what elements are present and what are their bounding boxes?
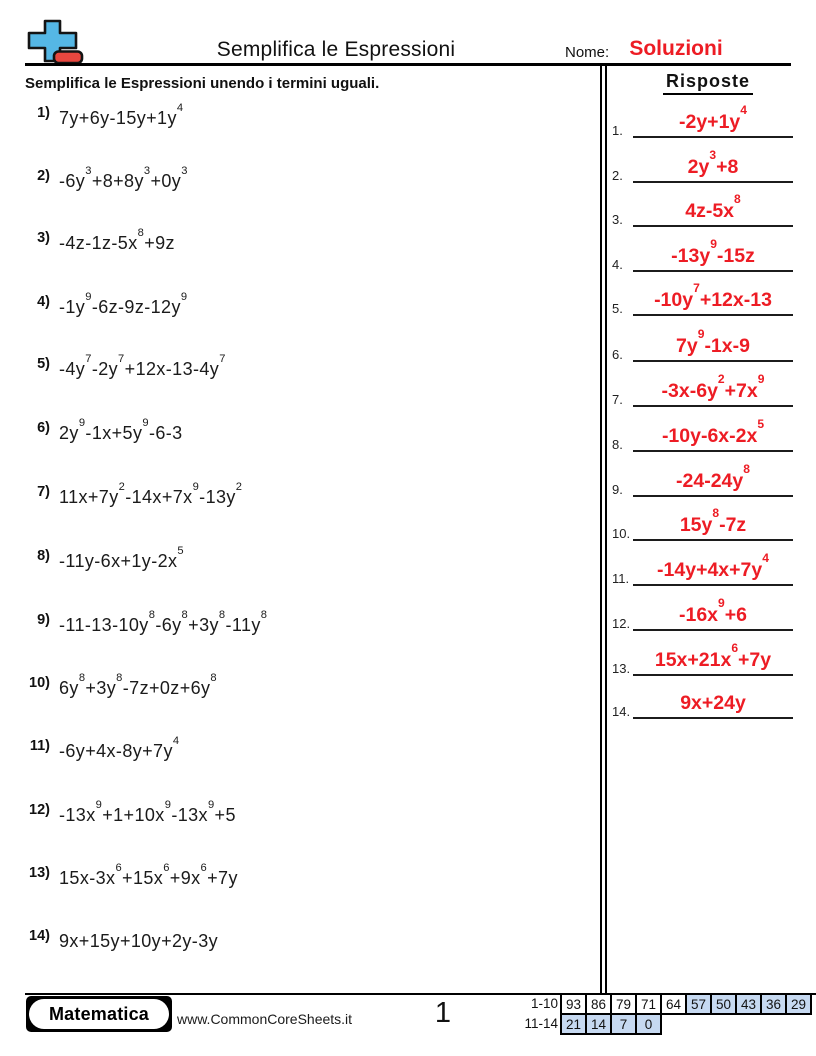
answer-line: [633, 640, 793, 676]
problem-number: 2): [37, 168, 50, 184]
problem-row: [22, 480, 243, 507]
answer-number: 10.: [612, 526, 631, 541]
problem-row: [22, 734, 180, 761]
answer-value: $-24-24y^8$: [676, 461, 750, 492]
problem-row: [22, 544, 185, 571]
problem-expression: $7y+6y-15y+1y^4$: [59, 101, 184, 128]
problem-expression: $-11-13-10y^8-6y^8+3y^8-11y^8$: [59, 608, 268, 635]
problem-number: 6): [37, 420, 50, 436]
score-cell: 50: [710, 993, 737, 1015]
score-cell: 0: [635, 1013, 662, 1035]
score-cell: 14: [585, 1013, 612, 1035]
answer-line: [633, 505, 793, 541]
answer-row: [608, 595, 800, 631]
problem-number: 8): [37, 548, 50, 564]
answer-number: 4.: [612, 257, 623, 272]
answer-line: [633, 326, 793, 362]
score-cell: 7: [610, 1013, 637, 1035]
answer-value: $-2y+1y^4$: [679, 102, 747, 133]
answer-line: [633, 687, 793, 719]
answer-number: 12.: [612, 616, 631, 631]
problem-number: 3): [37, 230, 50, 246]
brand-capsule: [29, 999, 169, 1029]
problem-row: [22, 608, 268, 635]
answer-line: [633, 236, 793, 272]
problem-expression: $15x-3x^6+15x^6+9x^6+7y$: [59, 861, 238, 888]
problem-number: 5): [37, 356, 50, 372]
problem-number: 14): [29, 928, 50, 944]
problem-row: [22, 671, 218, 698]
answer-number: 11.: [612, 571, 630, 586]
answer-line: [633, 550, 793, 586]
answer-line: [633, 371, 793, 407]
score-row-label: 1-10: [530, 996, 558, 1011]
problem-expression: $2y^9-1x+5y^9-6-3$: [59, 416, 183, 443]
answer-value: $-16x^9+6$: [679, 595, 747, 626]
problem-expression: $-1y^9-6z-9z-12y^9$: [59, 290, 188, 317]
answer-line: [633, 102, 793, 138]
answer-value: 9x+24y: [680, 692, 746, 714]
answer-row: [608, 416, 800, 452]
answer-row: [608, 147, 800, 183]
answer-number: 14.: [612, 704, 631, 719]
problem-expression: $-6y+4x-8y+7y^4$: [59, 734, 180, 761]
problem-row: [22, 352, 226, 379]
score-table: [520, 993, 812, 1035]
problem-number: 1): [37, 105, 50, 121]
problem-number: 9): [37, 612, 50, 628]
answer-number: 8.: [612, 437, 623, 452]
score-cell: 36: [760, 993, 787, 1015]
answer-line: [633, 147, 793, 183]
answer-value: $15y^8-7z$: [679, 505, 747, 536]
answer-row: [608, 102, 800, 138]
page-title: Semplifica le Espressioni: [216, 38, 456, 61]
problem-row: [22, 290, 188, 317]
problem-row: [22, 928, 218, 949]
answer-value: $2y^3+8$: [687, 147, 739, 178]
plus-minus-icon: [24, 18, 88, 66]
answer-number: 13.: [612, 661, 631, 676]
problem-number: 4): [37, 294, 50, 310]
problem-row: [22, 101, 184, 128]
answer-row: [608, 280, 800, 316]
name-label: Nome:: [565, 44, 610, 61]
header-rule: [25, 63, 791, 66]
answer-value: $15x+21x^6+7y$: [654, 640, 772, 671]
answer-row: [608, 640, 800, 676]
score-cell: 57: [685, 993, 712, 1015]
score-row: [520, 993, 812, 1015]
answer-value: $-10y-6x-2x^5$: [661, 416, 765, 447]
answer-value: $-10y^7+12x-13$: [654, 280, 772, 311]
problem-expression: $-4z-1z-5x^8+9z$: [59, 226, 175, 253]
answer-row: [608, 687, 800, 719]
website-url: www.CommonCoreSheets.it: [177, 1011, 353, 1027]
problem-row: [22, 226, 175, 253]
answer-line: [633, 280, 793, 316]
page-number: 1: [434, 997, 452, 1029]
answer-number: 6.: [612, 347, 623, 362]
score-cell: 79: [610, 993, 637, 1015]
answer-number: 5.: [612, 301, 623, 316]
brand-logo: [26, 996, 172, 1032]
problem-row: [22, 798, 236, 825]
answer-row: [608, 191, 800, 227]
score-cell: 43: [735, 993, 762, 1015]
brand-label: Matematica: [48, 1003, 150, 1024]
answer-value: $7y^9-1x-9$: [676, 326, 750, 357]
answer-number: 3.: [612, 212, 623, 227]
problem-number: 7): [37, 484, 50, 500]
answers-title: [608, 71, 808, 95]
problem-expression: $-4y^7-2y^7+12x-13-4y^7$: [59, 352, 226, 379]
score-cell: 86: [585, 993, 612, 1015]
score-cell: 29: [785, 993, 812, 1015]
answer-number: 1.: [612, 123, 623, 138]
problem-number: 13): [29, 865, 50, 881]
problem-row: [22, 416, 183, 443]
score-cell: 93: [560, 993, 587, 1015]
score-cell: 71: [635, 993, 662, 1015]
problem-expression: $6y^8+3y^8-7z+0z+6y^8$: [59, 671, 218, 698]
problem-expression: $-6y^3+8+8y^3+0y^3$: [59, 164, 188, 191]
problem-expression: $-13x^9+1+10x^9-13x^9+5$: [59, 798, 236, 825]
solutions-value: Soluzioni: [629, 37, 723, 60]
problem-expression: 9x+15y+10y+2y-3y: [59, 931, 219, 951]
answer-row: [608, 371, 800, 407]
answer-row: [608, 550, 800, 586]
answer-number: 2.: [612, 168, 623, 183]
problem-row: [22, 164, 188, 191]
score-cell: 64: [660, 993, 687, 1015]
answer-line: [633, 191, 793, 227]
score-row: [520, 1013, 812, 1035]
answer-value: $4z-5x^8$: [685, 191, 741, 222]
problem-expression: $-11y-6x+1y-2x^5$: [59, 544, 185, 571]
answer-row: [608, 505, 800, 541]
instruction-text: Semplifica le Espressioni unendo i termini uguali.: [25, 75, 380, 92]
answer-number: 7.: [612, 392, 623, 407]
answers-divider: [600, 66, 607, 993]
problem-expression: $11x+7y^2-14x+7x^9-13y^2$: [59, 480, 243, 507]
problem-number: 12): [29, 802, 50, 818]
answer-line: [633, 595, 793, 631]
answer-row: [608, 326, 800, 362]
answer-row: [608, 236, 800, 272]
answer-value: $-3x-6y^2+7x^9$: [661, 371, 765, 402]
score-row-label: 11-14: [524, 1016, 558, 1031]
answer-line: [633, 461, 793, 497]
answer-value: $-13y^9-15z$: [671, 236, 755, 267]
problem-number: 11): [29, 738, 50, 754]
answers-title-text: Risposte: [663, 71, 753, 95]
answer-value: $-14y+4x+7y^4$: [657, 550, 769, 581]
problem-number: 10): [29, 675, 50, 691]
answer-row: [608, 461, 800, 497]
answer-number: 9.: [612, 482, 623, 497]
score-cell: 21: [560, 1013, 587, 1035]
answer-line: [633, 416, 793, 452]
problem-row: [22, 861, 238, 888]
